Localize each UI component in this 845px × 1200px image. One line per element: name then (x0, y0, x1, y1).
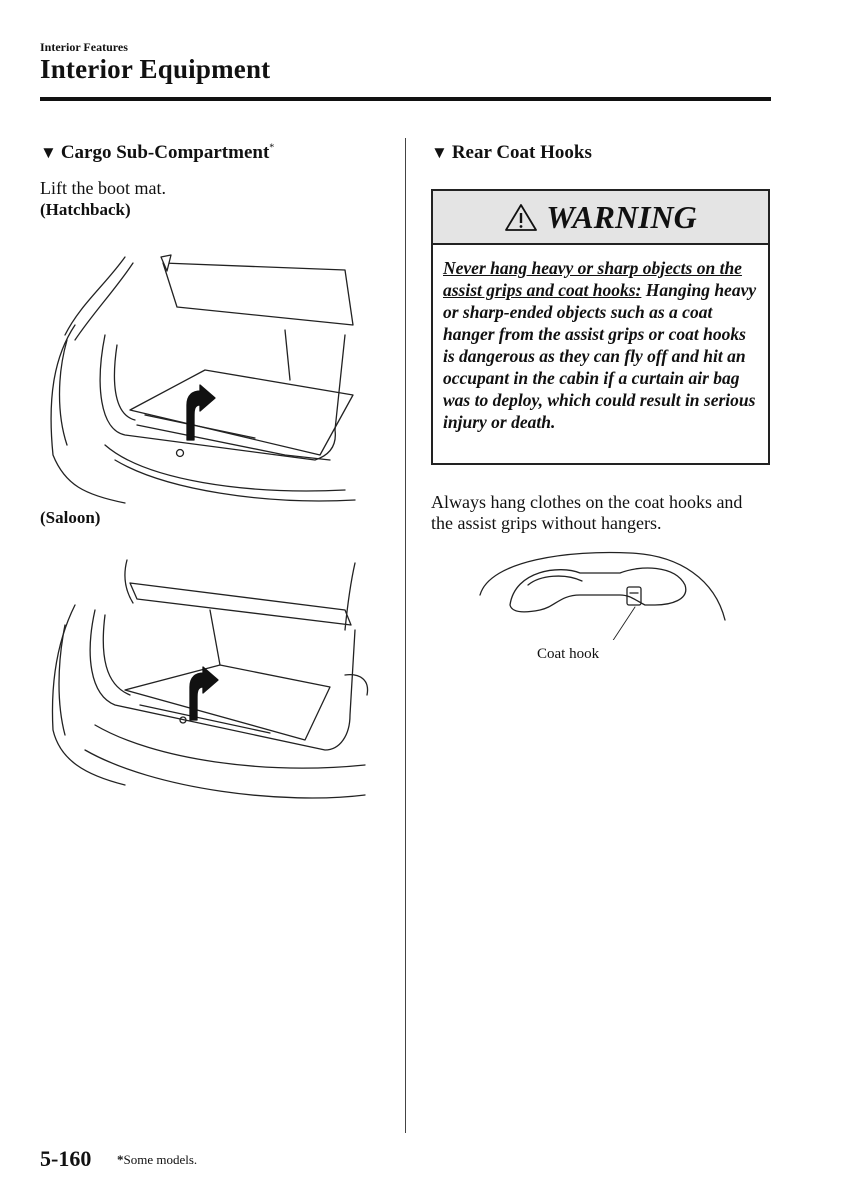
footnote-text: Some models. (123, 1152, 198, 1167)
hatchback-label: (Hatchback) (40, 200, 131, 219)
heading-asterisk: * (269, 142, 275, 154)
column-divider (405, 138, 406, 1133)
title-rule (40, 97, 771, 101)
cargo-heading (40, 142, 274, 164)
page-title: Interior Equipment (40, 54, 271, 84)
page-number: 5-160 (40, 1146, 92, 1171)
footnote-asterisk: * (117, 1152, 124, 1167)
triangle-down-icon: ▼ (40, 143, 57, 162)
curved-up-arrow-icon (187, 385, 215, 440)
warning-header (433, 191, 768, 245)
warning-text: Hanging heavy or sharp-ended objects such as a coat hanger from the assist grips or coat hooks is dangerous as they can fly off and hit an occupant in the cabin if a curtain air bag was to deploy, which could result in serious injury or death. (443, 280, 757, 432)
saloon-boot-illustration (45, 555, 370, 810)
section-label: Interior Features (40, 40, 128, 54)
hatchback-boot-illustration (45, 245, 370, 510)
triangle-down-icon: ▼ (431, 143, 448, 162)
warning-underlined-text: Never hang heavy or sharp objects on the assist grips and coat hooks: (443, 258, 742, 300)
warning-box (431, 189, 770, 465)
coat-hook-illustration (470, 545, 735, 640)
cargo-heading-text: Cargo Sub-Compartment (60, 142, 270, 163)
coat-hooks-heading-text: Rear Coat Hooks (451, 142, 592, 163)
footnote (117, 1152, 197, 1168)
warning-title: WARNING (546, 198, 697, 235)
coat-hook-note: Always hang clothes on the coat hooks and the assist grips without hangers. (431, 492, 743, 533)
warning-body (433, 245, 768, 433)
warning-triangle-icon (504, 202, 538, 232)
coat-hooks-heading (431, 142, 592, 164)
cargo-intro: Lift the boot mat. (40, 178, 166, 198)
saloon-label: (Saloon) (40, 508, 101, 527)
coat-hook-callout: Coat hook (537, 646, 600, 662)
